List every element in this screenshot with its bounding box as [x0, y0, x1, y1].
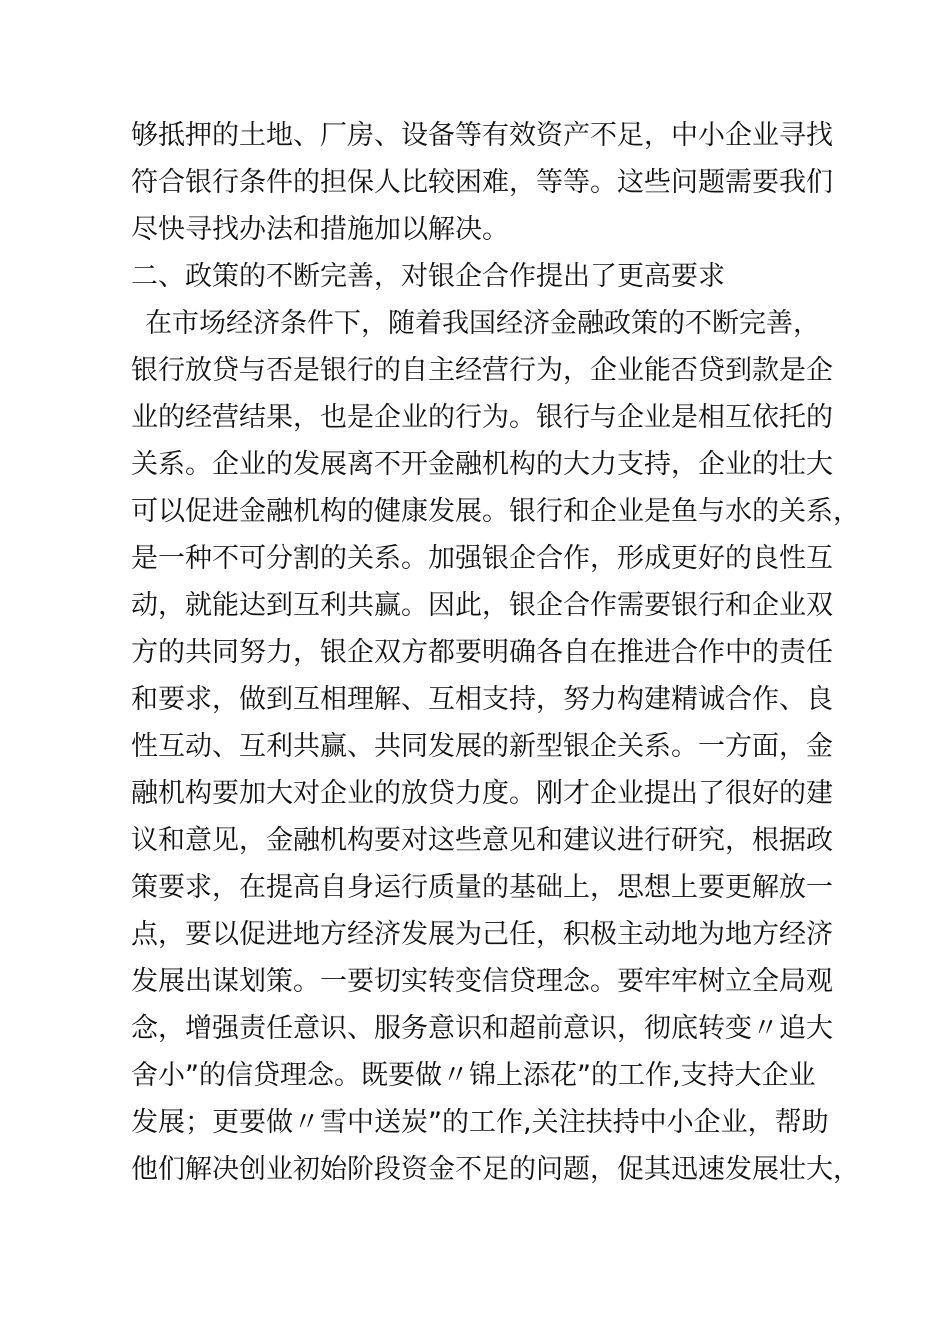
text-line: 银行放贷与否是银行的自主经营行为，企业能否贷到款是企 — [131, 355, 833, 386]
text-line: 融机构要加大对企业的放贷力度。刚才企业提出了很好的建 — [131, 778, 833, 809]
text-line: 他们解决创业初始阶段资金不足的问题，促其迅速发展壮大， — [131, 1154, 860, 1185]
text-line: 在市场经济条件下，随着我国经济金融政策的不断完善， — [145, 308, 820, 339]
text-line: 性互动、互利共赢、共同发展的新型银企关系。一方面，金 — [131, 731, 833, 762]
text-line: 符合银行条件的担保人比较困难，等等。这些问题需要我们 — [131, 167, 833, 198]
text-line: 方的共同努力，银企双方都要明确各自在推进合作中的责任 — [131, 637, 833, 668]
body-text — [131, 112, 860, 1193]
text-line: 舍小”的信贷理念。既要做〃锦上添花”的工作,支持大企业 — [131, 1060, 816, 1091]
text-line: 是一种不可分割的关系。加强银企合作，形成更好的良性互 — [131, 543, 833, 574]
text-line: 业的经营结果，也是企业的行为。银行与企业是相互依托的 — [131, 402, 833, 433]
text-line: 议和意见，金融机构要对这些意见和建议进行研究，根据政 — [131, 825, 833, 856]
text-line: 点，要以促进地方经济发展为己任，积极主动地为地方经济 — [131, 919, 833, 950]
text-line: 关系。企业的发展离不开金融机构的大力支持，企业的壮大 — [131, 449, 833, 480]
section-heading: 二、政策的不断完善，对银企合作提出了更高要求 — [131, 261, 725, 292]
text-line: 发展出谋划策。一要切实转变信贷理念。要牢牢树立全局观 — [131, 966, 833, 997]
text-line: 念，增强责任意识、服务意识和超前意识，彻底转变〃追大 — [131, 1013, 833, 1044]
text-line: 动，就能达到互利共赢。因此，银企合作需要银行和企业双 — [131, 590, 833, 621]
text-line: 尽快寻找办法和措施加以解决。 — [131, 214, 509, 245]
text-line: 够抵押的土地、厂房、设备等有效资产不足，中小企业寻找 — [131, 120, 833, 151]
text-line: 策要求，在提高自身运行质量的基础上，思想上要更解放一 — [131, 872, 833, 903]
text-line: 和要求，做到互相理解、互相支持，努力构建精诚合作、良 — [131, 684, 833, 715]
text-line: 可以促进金融机构的健康发展。银行和企业是鱼与水的关系， — [131, 496, 860, 527]
text-line: 发展；更要做〃雪中送炭”的工作,关注扶持中小企业，帮助 — [131, 1107, 829, 1138]
